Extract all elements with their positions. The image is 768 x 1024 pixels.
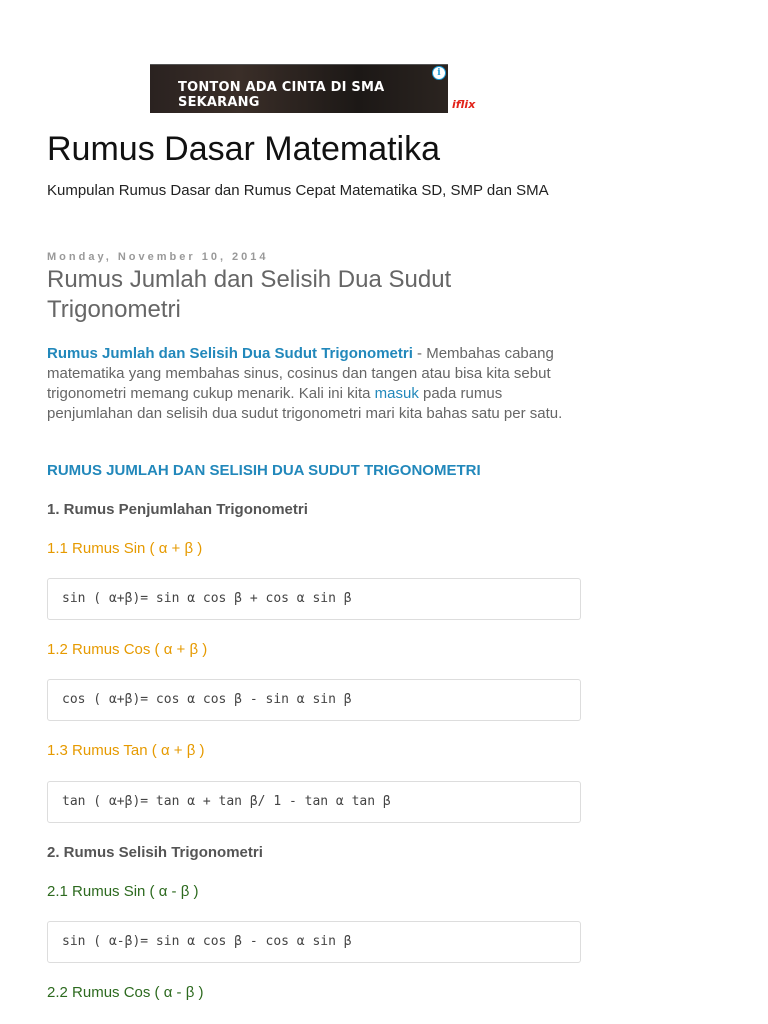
formula-text: sin ( α+β)= sin α cos β + cos α sin β [62,591,352,606]
ad-info-icon[interactable]: i [432,66,446,80]
ad-text: TONTON ADA CINTA DI SMA SEKARANG [178,80,385,110]
ad-brand-logo[interactable]: iflix [452,98,476,111]
post-intro [47,344,587,424]
intro-text-2: pada rumus penjumlahan dan selisih dua sudut trigonometri mari kita bahas satu per satu. [47,385,563,422]
formula-title-cos-plus: 1.2 Rumus Cos ( α + β ) [47,641,208,658]
formula-text: sin ( α-β)= sin α cos β - cos α sin β [62,934,352,949]
post-title[interactable]: Rumus Jumlah dan Selisih Dua Sudut Trigonometri [47,266,452,323]
section-heading: RUMUS JUMLAH DAN SELISIH DUA SUDUT TRIGONOMETRI [47,462,481,479]
post-date: Monday, November 10, 2014 [47,251,269,263]
blog-title[interactable]: Rumus Dasar Matematika [47,130,441,168]
intro-masuk-link[interactable]: masuk [374,385,419,402]
intro-text-1: - Membahas cabang matematika yang membahas sinus, cosinus dan tangen atau bisa kita sebut trigonometri memang cukup menarik. Kali ini kita [47,345,554,402]
formula-text: tan ( α+β)= tan α + tan β/ 1 - tan α tan β [62,794,391,809]
formula-box-cos-plus [47,679,581,721]
formula-box-sin-plus [47,578,581,620]
formula-box-tan-plus [47,781,581,823]
formula-text: cos ( α+β)= cos α cos β - sin α sin β [62,692,352,707]
formula-title-sin-minus: 2.1 Rumus Sin ( α - β ) [47,883,199,900]
formula-title-sin-plus: 1.1 Rumus Sin ( α + β ) [47,540,203,557]
sub-heading-selisih: 2. Rumus Selisih Trigonometri [47,844,263,861]
formula-title-tan-plus: 1.3 Rumus Tan ( α + β ) [47,742,205,759]
formula-box-sin-minus [47,921,581,963]
intro-title-link[interactable]: Rumus Jumlah dan Selisih Dua Sudut Trigonometri [47,345,413,362]
formula-title-cos-minus: 2.2 Rumus Cos ( α - β ) [47,984,204,1001]
blog-description: Kumpulan Rumus Dasar dan Rumus Cepat Matematika SD, SMP dan SMA [47,182,549,199]
sub-heading-penjumlahan: 1. Rumus Penjumlahan Trigonometri [47,501,308,518]
ad-banner[interactable] [150,64,448,113]
